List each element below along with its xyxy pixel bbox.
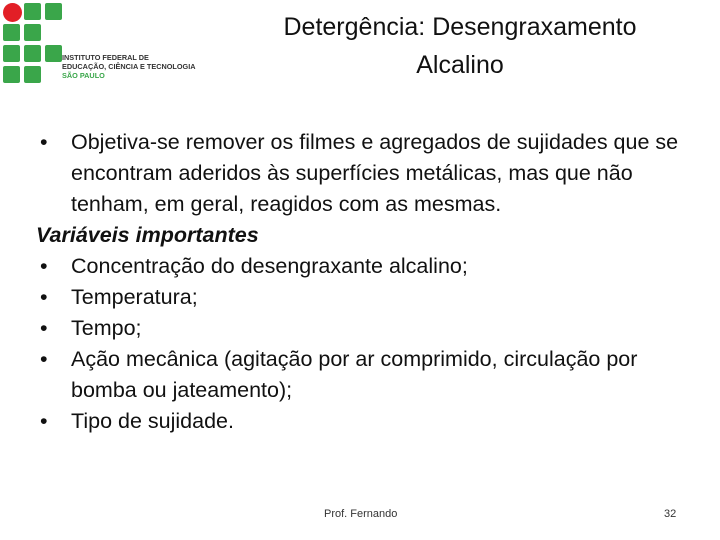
slide-title [240, 8, 680, 84]
list-item: • Concentração do desengraxante alcalino; [36, 251, 696, 282]
institution-name: INSTITUTO FEDERAL DE EDUCAÇÃO, CIÊNCIA E TECNOLOGIA SÃO PAULO [62, 53, 196, 80]
intro-bullet [36, 127, 696, 220]
intro-text: Objetiva-se remover os filmes e agregados de sujidades que se encontram aderidos às superfícies metálicas, mas que não tenham, em geral, reagidos com as mesmas. [71, 130, 679, 216]
list-item: • Tipo de sujidade. [36, 406, 696, 437]
footer-author: Prof. Fernando [324, 508, 398, 520]
bullet-icon: • [40, 254, 48, 278]
institution-logo [0, 0, 210, 85]
slide-body [36, 127, 696, 437]
bullet-icon: • [40, 316, 48, 340]
list-item: • Temperatura; [36, 282, 696, 313]
bullet-icon: • [40, 130, 48, 154]
bullet-icon: • [40, 409, 48, 433]
bullet-icon: • [40, 347, 48, 371]
list-item: • Tempo; [36, 313, 696, 344]
subheading: Variáveis importantes [36, 223, 259, 247]
page-number: 32 [664, 508, 677, 520]
title-line-1: Detergência: Desengraxamento [283, 13, 637, 41]
title-line-2: Alcalino [416, 51, 504, 79]
bullet-icon: • [40, 285, 48, 309]
list-item: • Ação mecânica (agitação por ar comprimido, circulação por bomba ou jateamento); [36, 344, 696, 406]
